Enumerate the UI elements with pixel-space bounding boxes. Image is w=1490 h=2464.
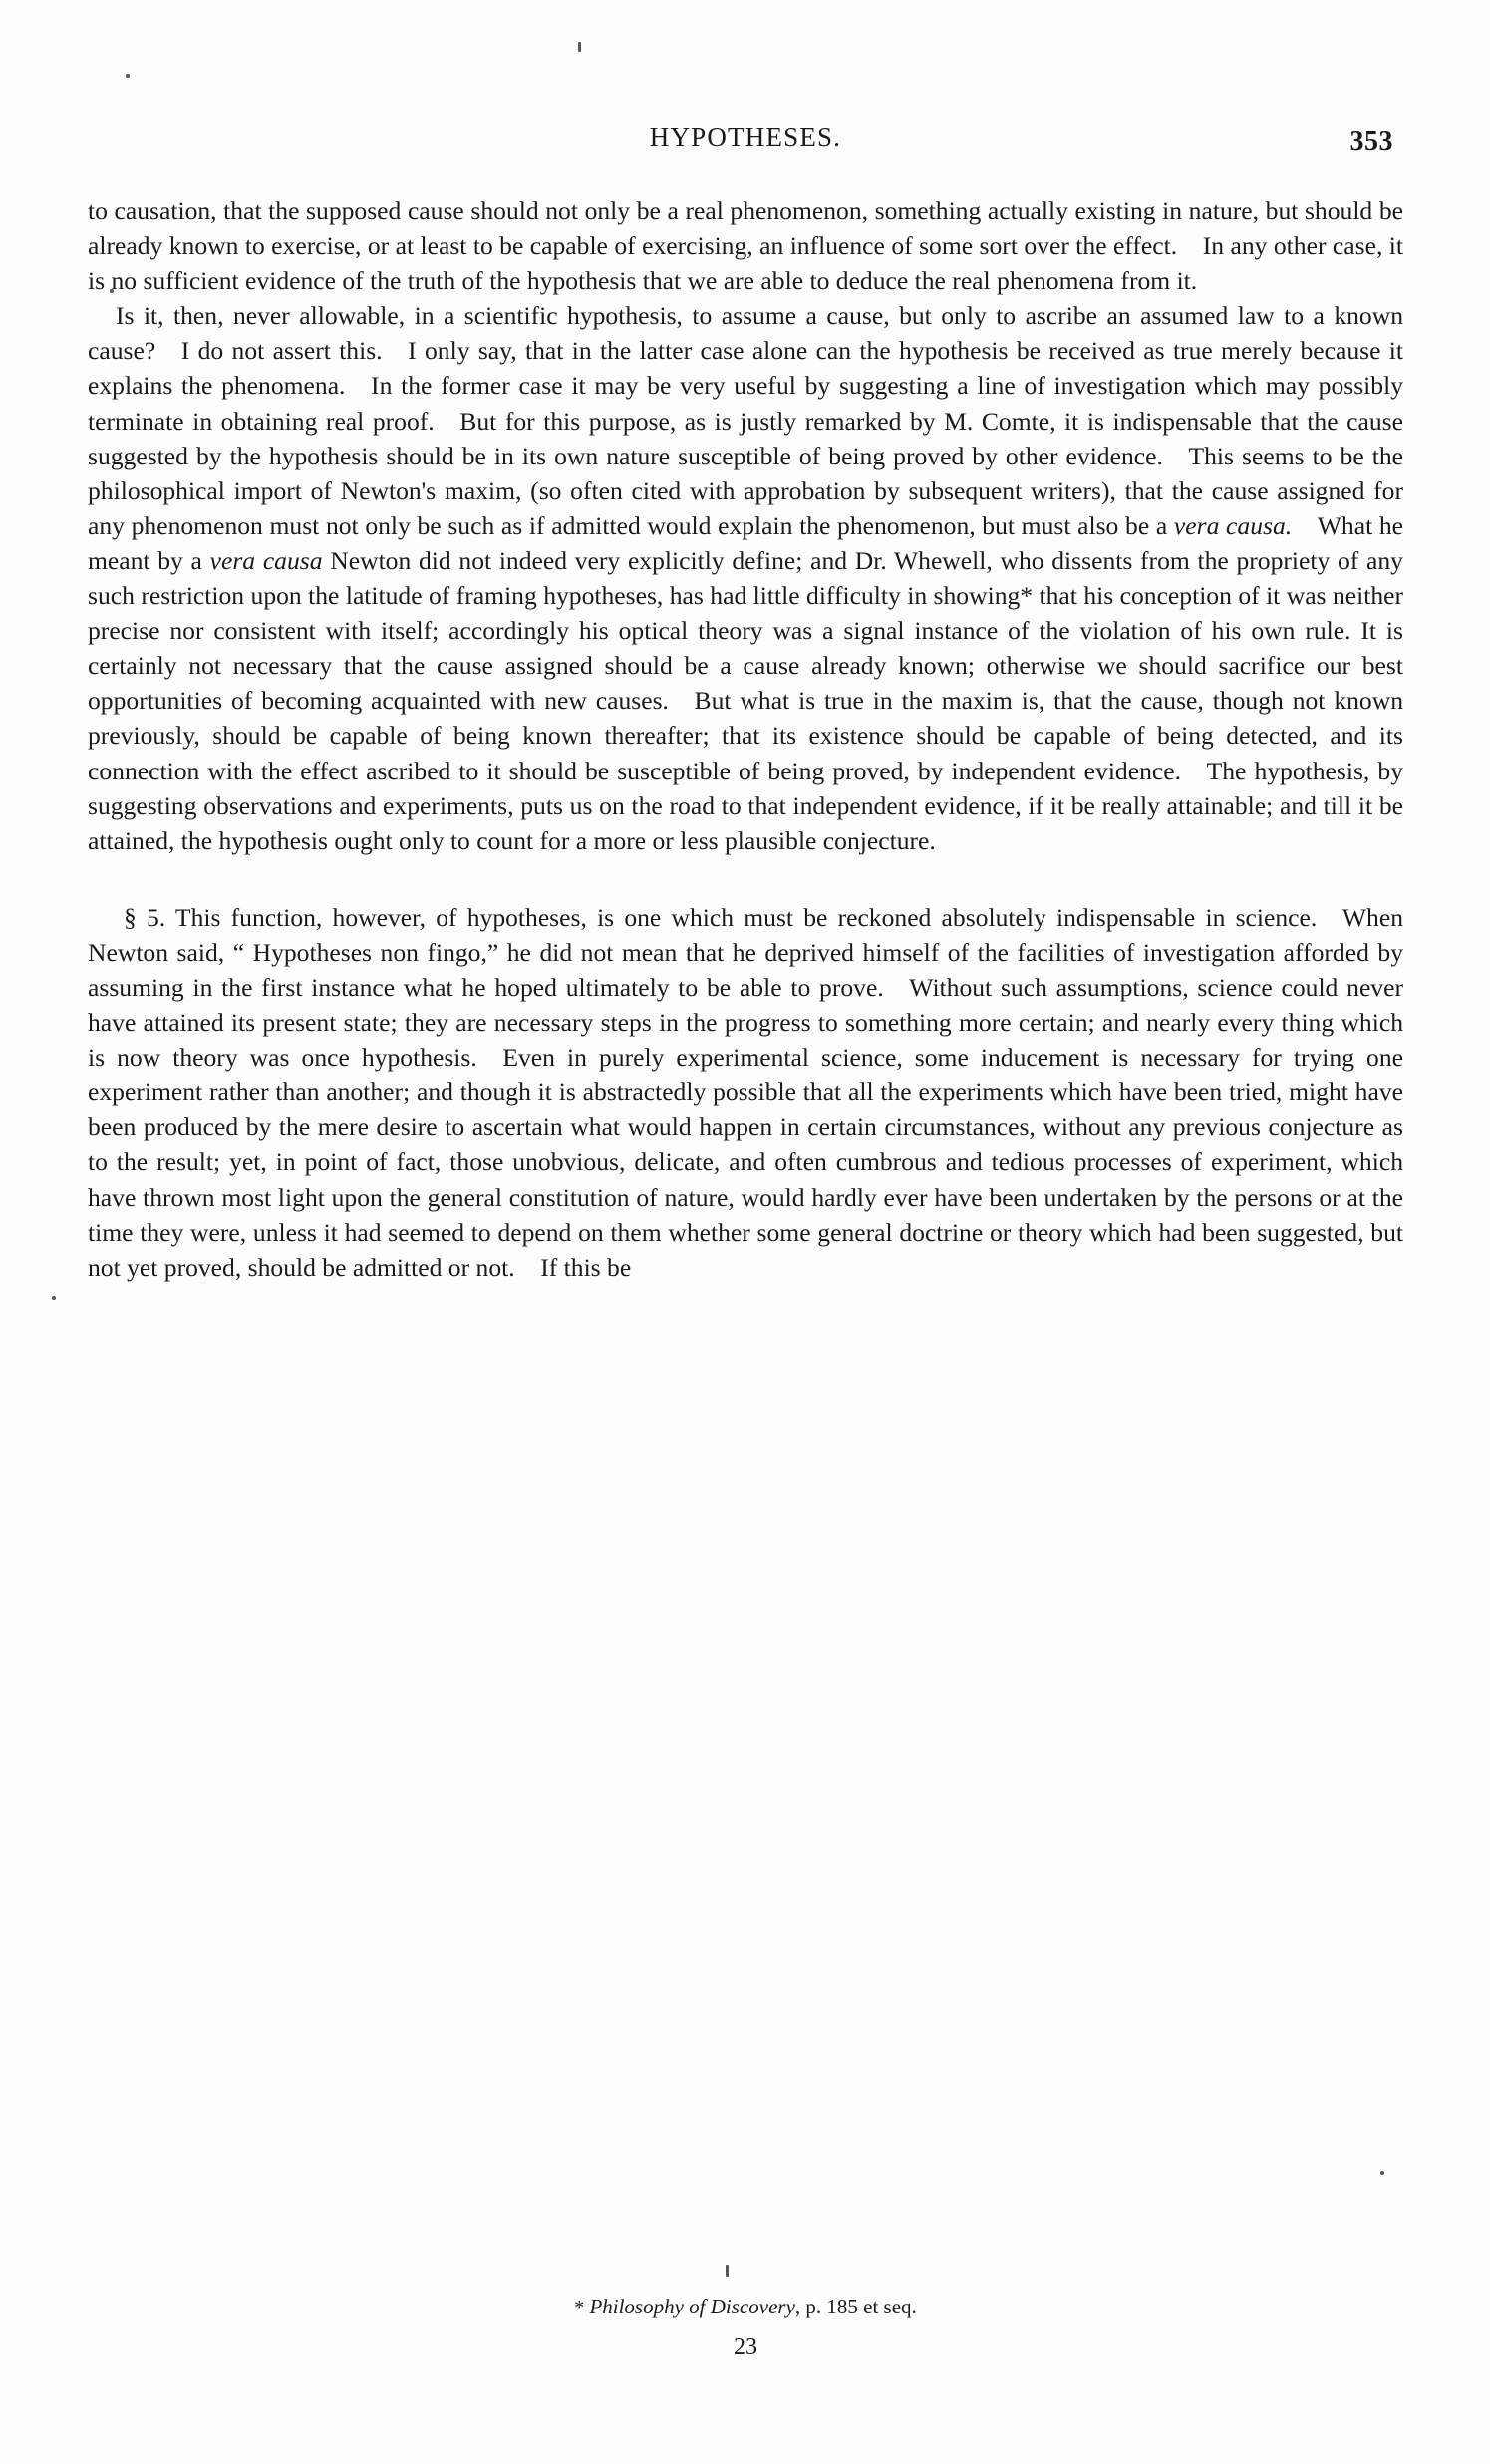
paragraph-1: to causation, that the supposed cause should not only be a real phenomenon, something actually existing in nature, but should be already known to exercise, or at least to be capable of exercising, an influence of some sort over the effect. In any other case, it is no sufficient evidence of the truth of the hypothesis that we are able to deduce the real phenomena from it. <box>88 196 1403 296</box>
page-speck <box>578 42 581 52</box>
page-number: 353 <box>1349 126 1393 156</box>
footnote <box>88 2293 1403 2321</box>
paragraph-2: Is it, then, never allowable, in a scientific hypothesis, to assume a cause, but only to ascribe an assumed law to a known cause? I do not assert this. I only say, that in the latter case alone can the hypothesis be received as true merely because it explains the phenomena. In the former case it may be very useful by suggesting a line of investigation which may possibly terminate in obtaining real proof. But for this purpose, as is justly remarked by M. Comte, it is indispensable that the cause suggested by the hypothesis should be in its own nature susceptible of being proved by other evidence. This seems to be the philosophical import of Newton's maxim, (so often cited with approbation by subsequent writers), that the cause assigned for any phenomenon must not only be such as if admitted would explain the phenomenon, but must also be a vera causa. What he meant by a vera causa Newton did not indeed very explicitly define; and Dr. Whewell, who dissents from the propriety of any such restriction upon the latitude of framing hypotheses, has had little difficulty in showing* that his conception of it was neither precise nor consistent with itself; accordingly his optical theory was a signal instance of the violation of his own rule. It is certainly not necessary that the cause assigned should be a cause already known; otherwise we should sacrifice our best opportunities of becoming acquainted with new causes. But what is true in the maxim is, that the cause, though not known previously, should be capable of being known thereafter; that its existence should be capable of being detected, and its connection with the effect ascribed to it should be susceptible of being proved, by independent evidence. The hypothesis, by suggesting observations and experiments, puts us on the road to that independent evidence, if it be really attainable; and till it be attained, the hypothesis ought only to count for a more or less plausible conjecture. <box>88 301 1404 855</box>
page-speck <box>52 1296 56 1300</box>
page-speck <box>1380 2171 1384 2175</box>
footnote-reference: , p. 185 et seq. <box>794 2295 917 2318</box>
page-speck <box>726 2265 729 2277</box>
latin-term-vera-causa: vera causa. <box>1173 510 1293 540</box>
footnote-marker: * <box>574 2297 585 2318</box>
footnote-title: Philosophy of Discovery <box>589 2295 795 2318</box>
page-content <box>88 110 1403 1285</box>
body-text <box>88 193 1403 1285</box>
paragraph-3-section-5: § 5. This function, however, of hypotheses, is one which must be reckoned absolutely indispensable in science. When Newton said, “ Hypotheses non fingo,” he did not mean that he deprived himself of the facilities of investigation afforded by assuming in the first instance what he hoped ultimately to be able to prove. Without such assumptions, science could never have attained its present state; they are necessary steps in the progress to something more certain; and nearly every thing which is now theory was once hypothesis. Even in purely experimental science, some inducement is necessary for trying one experiment rather than another; and though it is abstractedly possible that all the experiments which have been tried, might have been produced by the mere desire to ascertain what would happen in certain circumstances, without any previous conjecture as to the result; yet, in point of fact, those unobvious, delicate, and often cumbrous and tedious processes of experiment, which have thrown most light upon the general constitution of nature, would hardly ever have been undertaken by the persons or at the time they were, unless it had seemed to depend on them whether some general doctrine or theory which had been suggested, but not yet proved, should be admitted or not. If this be <box>88 902 1403 1282</box>
latin-term-vera-causa: vera causa <box>209 545 323 575</box>
page-speck <box>126 74 130 78</box>
page-header <box>88 110 1403 169</box>
running-head: HYPOTHESES. <box>649 122 842 152</box>
signature-mark: 23 <box>734 2334 757 2360</box>
